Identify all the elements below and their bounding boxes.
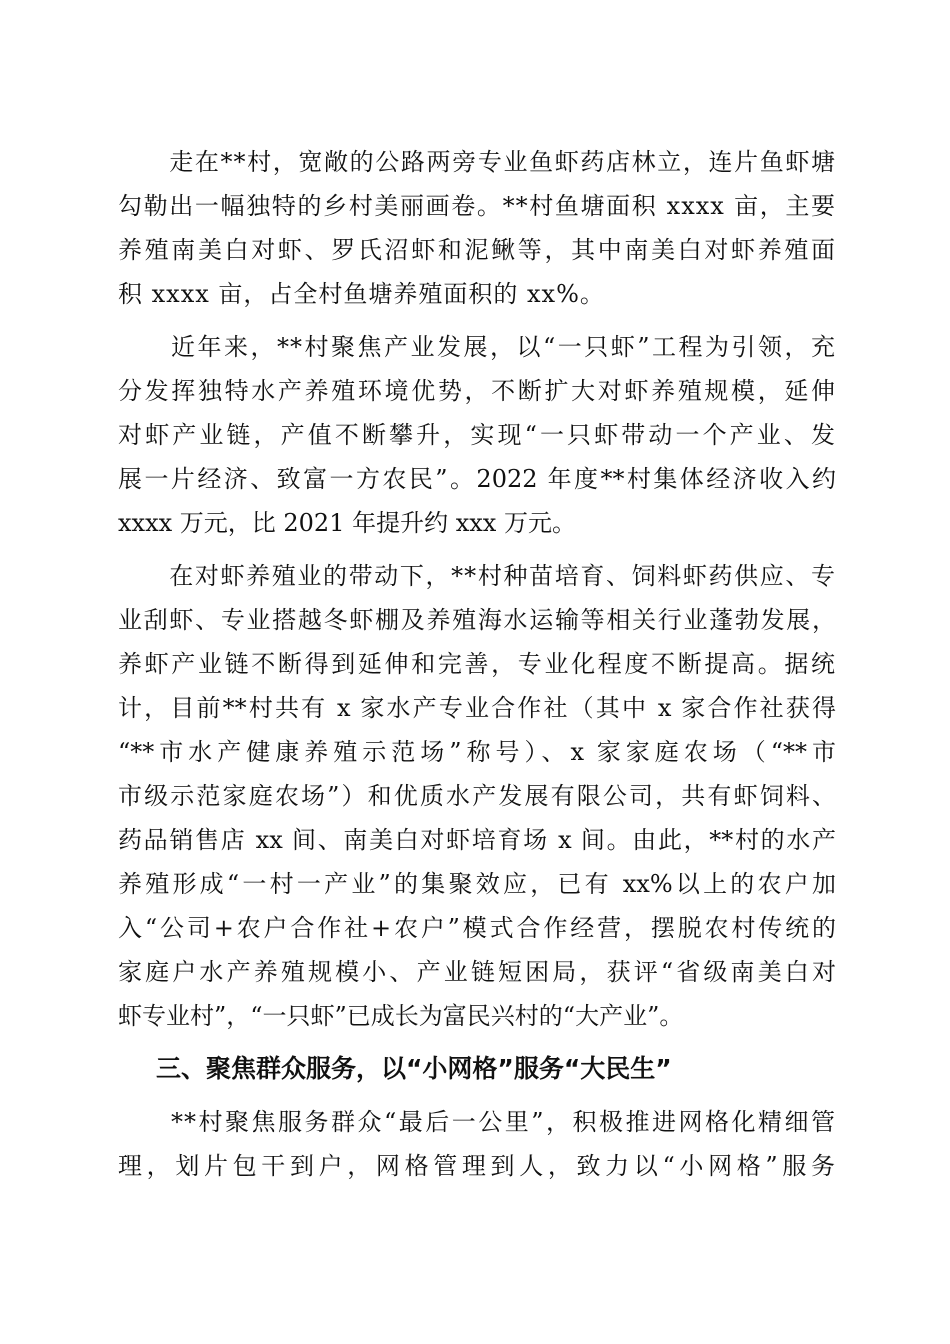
text-line: 积 xxxx 亩，占全村鱼塘养殖面积的 xx%。 [118, 280, 605, 308]
text-line: 近年来，**村聚焦产业发展，以“一只虾”工程为引领，充 [118, 333, 836, 361]
text-line: 走在**村，宽敞的公路两旁专业鱼虾药店林立，连片鱼虾塘 [118, 148, 836, 176]
text-line: 虾专业村”，“一只虾”已成长为富民兴村的“大产业”。 [118, 1002, 684, 1030]
text-line: 养虾产业链不断得到延伸和完善，专业化程度不断提高。据统 [118, 650, 836, 678]
text-line: 药品销售店 xx 间、南美白对虾培育场 x 间。由此，**村的水产 [118, 826, 836, 854]
text-line: 入“公司+农户合作社+农户”模式合作经营，摆脱农村传统的 [118, 914, 836, 942]
paragraph-3 [118, 554, 836, 1038]
text-line: **村聚焦服务群众“最后一公里”，积极推进网格化精细管 [118, 1108, 836, 1136]
text-line: 市级示范家庭农场”）和优质水产发展有限公司，共有虾饲料、 [118, 782, 836, 810]
paragraph-2 [118, 325, 836, 545]
text-line: 养殖形成“一村一产业”的集聚效应，已有 xx%以上的农户加 [118, 870, 836, 898]
text-line: 对虾产业链，产值不断攀升，实现“一只虾带动一个产业、发 [118, 421, 836, 449]
text-line: xxxx 万元，比 2021 年提升约 xxx 万元。 [118, 509, 576, 537]
text-line: 业刮虾、专业搭越冬虾棚及养殖海水运输等相关行业蓬勃发展， [118, 606, 836, 634]
text-line: 理，划片包干到户，网格管理到人，致力以“小网格”服务 [118, 1152, 836, 1180]
text-line: “**市水产健康养殖示范场”称号）、x 家家庭农场（“**市 [118, 738, 836, 766]
text-line: 分发挥独特水产养殖环境优势，不断扩大对虾养殖规模，延伸 [118, 377, 836, 405]
document-body [118, 140, 836, 1188]
paragraph-4 [118, 1100, 836, 1188]
section-heading: 三、聚焦群众服务，以“小网格”服务“大民生” [156, 1054, 672, 1083]
text-line: 家庭户水产养殖规模小、产业链短困局，获评“省级南美白对 [118, 958, 836, 986]
text-line: 展一片经济、致富一方农民”。2022 年度**村集体经济收入约 [118, 465, 836, 493]
text-line: 勾勒出一幅独特的乡村美丽画卷。**村鱼塘面积 xxxx 亩，主要 [118, 192, 836, 220]
text-line: 计，目前**村共有 x 家水产专业合作社（其中 x 家合作社获得 [118, 694, 836, 722]
text-line: 养殖南美白对虾、罗氏沼虾和泥鳅等，其中南美白对虾养殖面 [118, 236, 836, 264]
text-line: 在对虾养殖业的带动下，**村种苗培育、饲料虾药供应、专 [118, 562, 836, 590]
paragraph-1 [118, 140, 836, 316]
